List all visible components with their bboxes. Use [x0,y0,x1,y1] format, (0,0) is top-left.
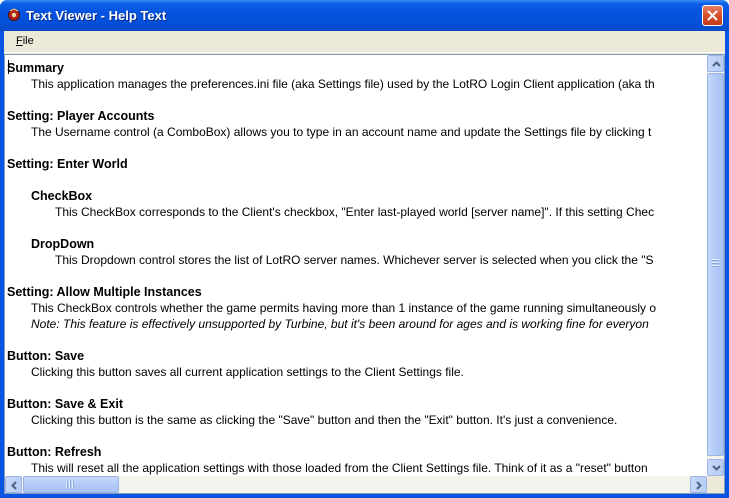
vertical-scrollbar[interactable] [707,55,724,476]
title-bar[interactable] [0,0,729,31]
scroll-left-button[interactable] [5,476,22,493]
client-area [4,31,725,494]
section-heading: Setting: Player Accounts [7,109,155,123]
help-text-box[interactable] [4,54,725,494]
close-icon [707,10,718,21]
section-text: The Username control (a ComboBox) allows you to type in an account name and update the Settings file by clicking t [31,125,652,139]
section-text: This will reset all the application settings with those loaded from the Client Settings file. Think of it as a "reset" button [31,461,648,475]
subsection-heading: CheckBox [31,189,93,203]
section-text: Clicking this button saves all current application settings to the Client Settings file. [31,365,464,379]
thumb-grip [72,481,74,488]
section-heading: Button: Save & Exit [7,397,123,411]
section-text: This application manages the preferences.ini file (aka Settings file) used by the LotRO Login Client application (aka th [31,77,655,91]
section-text: This Dropdown control stores the list of LotRO server names. Whichever server is selected when you click the "S [55,253,654,267]
thumb-grip [69,481,71,488]
thumb-grip [712,259,719,261]
section-heading: Button: Save [7,349,85,363]
section-heading: Button: Refresh [7,445,102,459]
menu-bar [4,31,725,53]
section-text: Clicking this button is the same as clicking the "Save" button and then the "Exit" button. It's just a convenience. [31,413,618,427]
menu-file[interactable]: File [16,35,34,47]
chevron-down-icon [712,465,721,471]
section-heading: Setting: Allow Multiple Instances [7,285,202,299]
chevron-right-icon [696,481,702,490]
section-heading: Setting: Enter World [7,157,128,171]
close-button[interactable] [702,5,723,26]
horizontal-scroll-thumb[interactable] [23,476,119,493]
scrollbar-corner [707,476,724,493]
section-text: This CheckBox corresponds to the Client's checkbox, "Enter last-played world [server name]". If this setting Chec [55,205,655,219]
subsection-heading: DropDown [31,237,95,251]
thumb-grip [712,262,719,264]
scroll-up-button[interactable] [707,55,724,72]
horizontal-scrollbar[interactable] [5,476,707,493]
window-title: Text Viewer - Help Text [26,8,167,23]
chevron-up-icon [712,61,721,67]
section-note: Note: This feature is effectively unsupported by Turbine, but it's been around for ages and is working fine for everyon [31,317,649,331]
vertical-scroll-thumb[interactable] [707,73,724,456]
chevron-left-icon [11,481,17,490]
scroll-down-button[interactable] [707,459,724,476]
scroll-right-button[interactable] [690,476,707,493]
thumb-grip [712,265,719,267]
lotro-ring-icon [7,8,21,22]
section-text: This CheckBox controls whether the game permits having more than 1 instance of the game running simultaneously o [31,301,656,315]
section-heading: Summary [7,61,64,75]
help-text-content [7,57,707,475]
thumb-grip [66,481,68,488]
